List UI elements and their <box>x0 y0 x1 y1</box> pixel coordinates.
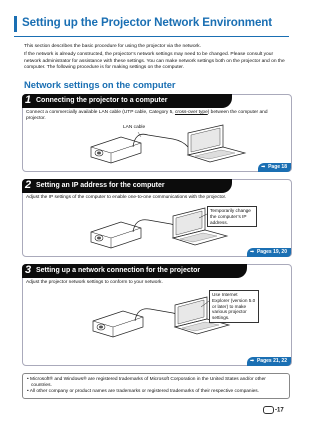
intro-paragraph-1: This section describes the basic procedure for using the projector via the network. <box>24 44 201 49</box>
note-item: • Microsoft® and Windows® are registered trademarks of Microsoft Corporation in the United States and/or other countries. <box>27 377 266 388</box>
right-arrow-icon: ➡ <box>249 249 255 255</box>
step-title: Setting an IP address for the computer <box>36 182 165 189</box>
page-ref-link[interactable] <box>247 248 291 257</box>
title-accent-bar <box>14 16 17 32</box>
note-text: Microsoft® and Windows® are registered trademarks of Microsoft Corporation in the United States and/or other countries. <box>30 377 266 388</box>
projector-icon <box>91 137 141 163</box>
page-number-text: -17 <box>275 407 284 414</box>
intro-text <box>24 44 286 74</box>
laptop-icon <box>188 125 245 162</box>
step-number: 1 <box>25 94 32 106</box>
language-badge-icon <box>263 406 274 414</box>
step-number: 2 <box>25 179 32 191</box>
desc-text: ) between the computer and projector. <box>26 110 268 121</box>
trademark-notes <box>22 373 290 399</box>
right-arrow-icon: ➡ <box>261 164 266 170</box>
step-3-card <box>22 264 292 366</box>
note-text: All other company or product names are trademarks or registered trademarks of their respective companies. <box>29 389 260 394</box>
section-heading: Network settings on the computer <box>24 79 176 90</box>
page-ref-link[interactable] <box>247 357 291 366</box>
right-arrow-icon: ➡ <box>249 358 255 364</box>
note-item: • All other company or product names are trademarks or registered trademarks of their respective companies. <box>27 389 260 394</box>
step-1-card <box>22 94 292 172</box>
step-title: Connecting the projector to a computer <box>36 97 168 104</box>
page-title-bar <box>14 14 289 37</box>
intro-paragraph-2: If the network is already constructed, the projector’s network settings may need to be changed. Please consult your network administrator for assistance with these settings. You can make network settings both on the projector and on the computer. The following procedure is for making settings on the computer. <box>24 52 285 71</box>
desc-text: Connect a commercially available LAN cable (UTP cable, Category 5, <box>26 110 175 115</box>
step-2-card <box>22 179 292 257</box>
projector-icon <box>91 222 141 248</box>
page-ref-text: Pages 19, 20 <box>256 249 287 255</box>
page-ref-text: Pages 21, 22 <box>256 358 287 364</box>
internet-explorer-callout: Use Internet Explorer (version 5.0 or later) to make various projector settings. <box>209 290 259 323</box>
page-ref-text: Page 18 <box>268 164 287 170</box>
page-number <box>263 406 284 414</box>
lan-cable-label: LAN cable <box>123 125 146 130</box>
step-1-diagram <box>23 95 291 171</box>
step-2-description: Adjust the IP settings of the computer to enable one-to-one communications with the projector. <box>26 195 227 200</box>
page-title: Setting up the Projector Network Environment <box>22 16 273 29</box>
step-number: 3 <box>25 264 32 276</box>
projector-icon <box>93 311 143 337</box>
step-3-description: Adjust the projector network settings to conform to your network. <box>26 280 163 285</box>
ip-address-callout: Temporarily change the computer’s IP address. <box>207 206 257 227</box>
page-ref-link[interactable] <box>258 163 291 172</box>
cross-over-link[interactable]: cross-over type <box>174 110 208 115</box>
step-title: Setting up a network connection for the projector <box>36 267 201 274</box>
